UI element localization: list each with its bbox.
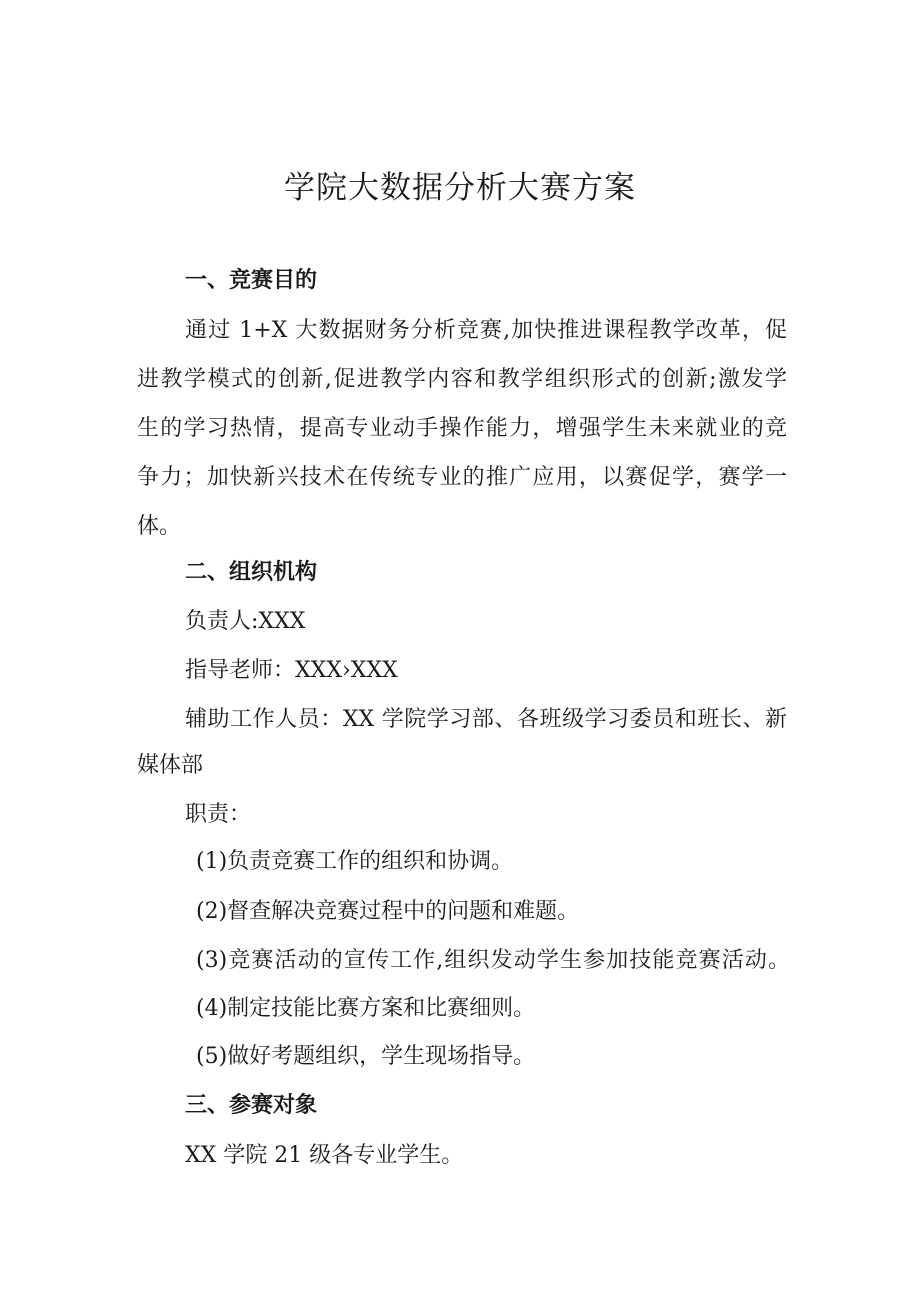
paragraph-line: 进教学模式的创新,促进教学内容和教学组织形式的创新;激发学: [137, 367, 787, 392]
duty-item: (4)制定技能比赛方案和比赛细则。: [196, 996, 536, 1021]
section-heading-participants: 三、参赛对象: [185, 1093, 318, 1118]
paragraph-line: 争力；加快新兴技术在传统专业的推广应用，以赛促学，赛学一: [137, 465, 787, 490]
duty-item: (1)负责竞赛工作的组织和协调。: [196, 849, 514, 874]
advisor-line: 指导老师：XXX›XXX: [185, 658, 398, 683]
duty-item: (3)竞赛活动的宣传工作,组织发动学生参加技能竞赛活动。: [196, 948, 790, 973]
assistants-line: 辅助工作人员：XX 学院学习部、各班级学习委员和班长、新: [185, 707, 787, 732]
paragraph-line: 体。: [137, 514, 182, 539]
assistants-line: 媒体部: [137, 753, 204, 778]
duty-item: (5)做好考题组织，学生现场指导。: [196, 1044, 536, 1069]
duties-label: 职责：: [185, 802, 252, 827]
duty-item: (2)督查解决竞赛过程中的问题和难题。: [196, 899, 580, 924]
leader-line: 负责人:XXX: [185, 609, 306, 634]
section-heading-organization: 二、组织机构: [185, 560, 318, 585]
paragraph-line: 通过 1+X 大数据财务分析竞赛,加快推进课程教学改革，促: [185, 318, 787, 343]
participants-line: XX 学院 21 级各专业学生。: [185, 1143, 464, 1168]
document-title: 学院大数据分析大赛方案: [284, 170, 636, 206]
paragraph-line: 生的学习热情，提高专业动手操作能力，增强学生未来就业的竞: [137, 416, 787, 441]
section-heading-purpose: 一、竞赛目的: [185, 268, 318, 293]
